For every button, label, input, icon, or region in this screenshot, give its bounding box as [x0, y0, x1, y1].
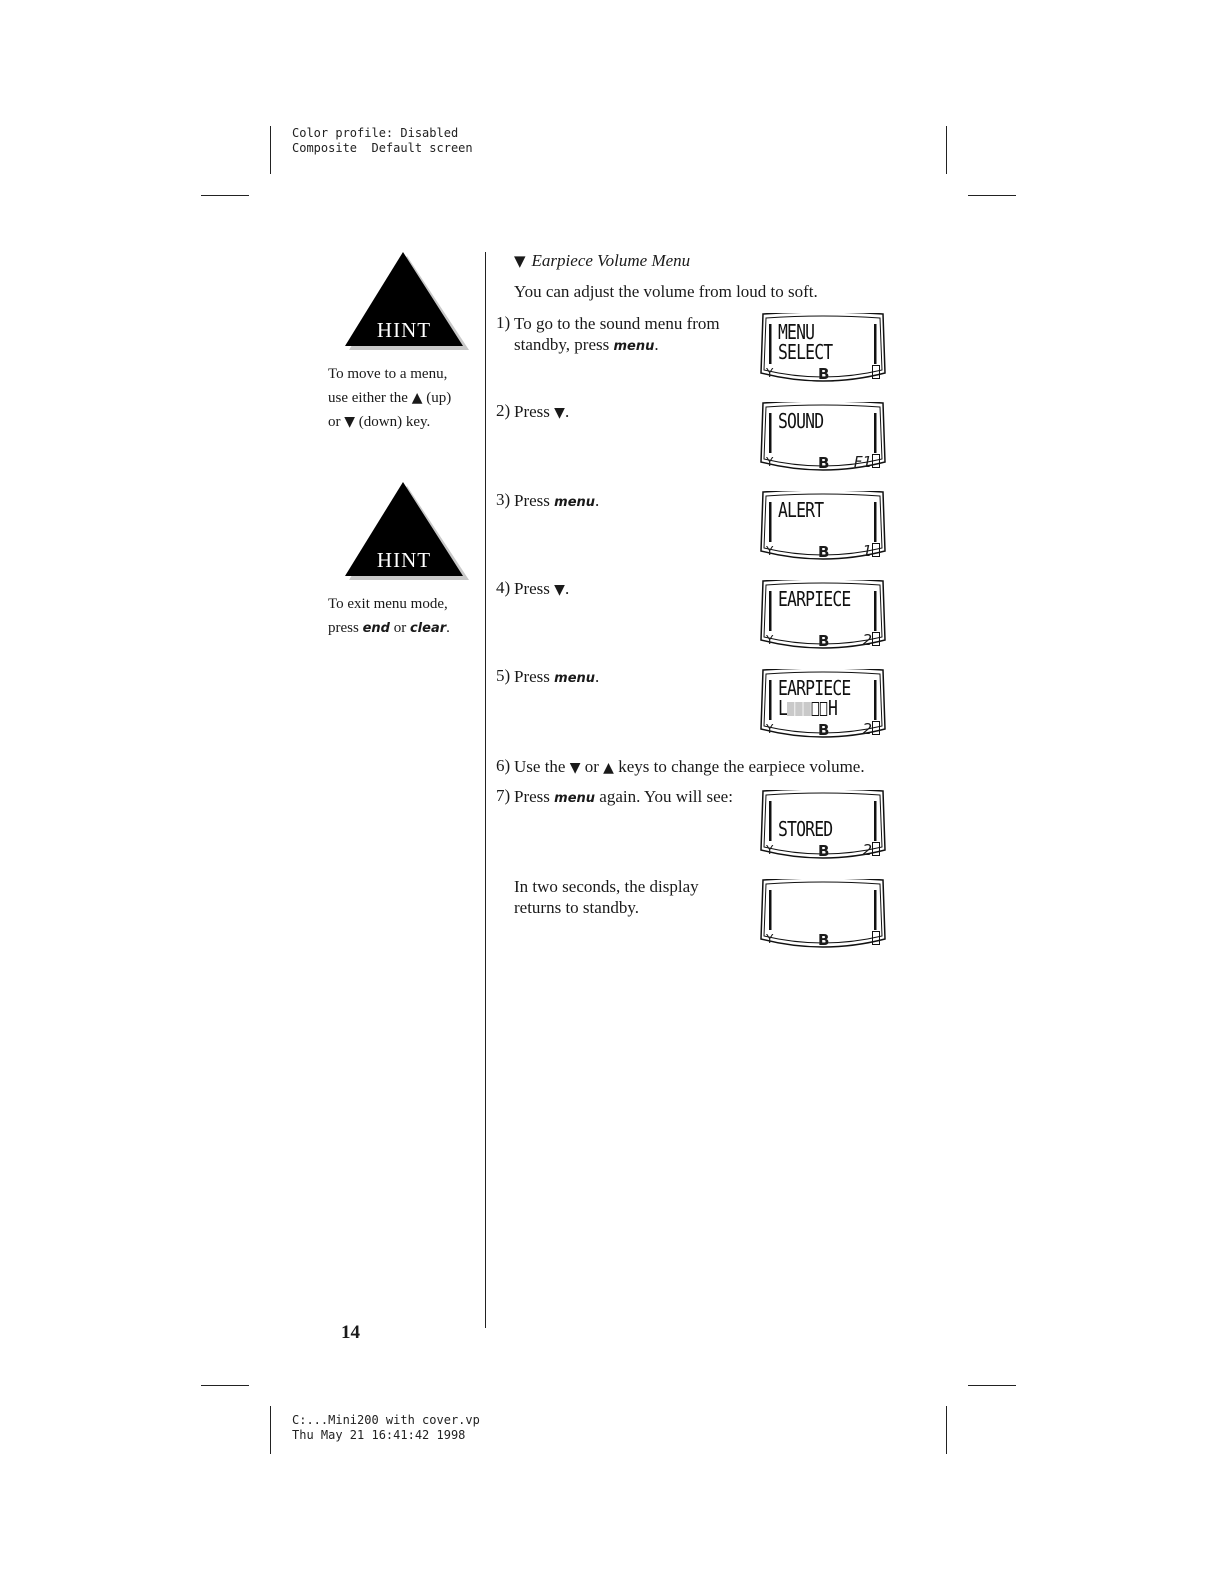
hint-line-text: To move to a menu, [328, 366, 448, 382]
print-header-line: Composite Default screen [292, 141, 473, 155]
lcd-line: STORED [778, 817, 833, 841]
section-heading-text: Earpiece Volume Menu [531, 251, 691, 270]
step-number: 5) [496, 666, 511, 685]
up-arrow-icon: ▲ [411, 390, 423, 406]
step-text-part: keys to change the earpiece volume. [613, 757, 865, 776]
crop-mark [270, 126, 271, 174]
menu-key-label: menu [613, 339, 655, 354]
volume-bar [778, 698, 837, 718]
lcd-line: EARPIECE [778, 676, 851, 700]
lcd-indicator: B [818, 365, 830, 383]
battery-icon [872, 365, 880, 379]
lcd-line: MENU [778, 320, 815, 344]
battery-icon [872, 721, 880, 735]
step-number: 2) [496, 401, 511, 420]
antenna-icon: Y [766, 722, 774, 736]
antenna-icon: Y [766, 366, 774, 380]
step-text [514, 786, 733, 809]
lcd-right-readout: 2 [862, 720, 872, 738]
step-text [514, 490, 599, 513]
closing-text-line: returns to standby. [514, 898, 639, 917]
hint-label: HINT [376, 318, 432, 342]
hint-badge [345, 252, 475, 352]
hint-line-text: To exit menu mode, [328, 596, 448, 612]
closing-text [514, 876, 699, 918]
battery-icon [872, 931, 880, 945]
step-text-part: Use the [514, 757, 570, 776]
down-arrow-icon: ▼ [554, 405, 565, 421]
step-number: 3) [496, 490, 511, 509]
lcd-display [760, 580, 886, 653]
menu-key-label: menu [554, 495, 596, 510]
crop-mark [201, 1385, 249, 1386]
down-arrow-icon: ▼ [514, 252, 526, 270]
step-text [514, 401, 569, 424]
volume-segment [812, 702, 819, 716]
lcd-display [760, 313, 886, 386]
lcd-right-readout: 2 [862, 631, 872, 649]
lcd-line: SELECT [778, 340, 833, 364]
lcd-indicator: B [818, 543, 830, 561]
print-header-line: Color profile: Disabled [292, 126, 459, 140]
lcd-display [760, 402, 886, 475]
hint-line-text: use either the [328, 390, 412, 406]
hint-line-text: . [446, 620, 450, 636]
step-text-part: Press [514, 491, 555, 510]
hint-line-text: or [328, 414, 345, 430]
crop-mark [946, 1406, 947, 1454]
battery-icon [872, 543, 880, 557]
volume-segment [820, 702, 827, 716]
hint-text [328, 362, 478, 434]
hint-line [328, 592, 478, 616]
hint-line [328, 362, 478, 386]
hint-line [328, 410, 478, 434]
down-arrow-icon: ▼ [344, 414, 356, 430]
end-key-label: end [362, 621, 390, 636]
lcd-indicator: B [818, 931, 830, 949]
crop-mark [946, 126, 947, 174]
lcd-line: EARPIECE [778, 587, 851, 611]
volume-high-label: H [828, 696, 838, 720]
step-text-part: . [564, 579, 570, 598]
antenna-icon: Y [766, 843, 774, 857]
battery-icon [872, 454, 880, 468]
volume-segment [803, 702, 810, 716]
lcd-display [760, 669, 886, 742]
lcd-indicator: B [818, 842, 830, 860]
step-text-part: Press [514, 402, 555, 421]
step-text-part: Press [514, 579, 555, 598]
crop-mark [270, 1406, 271, 1454]
print-footer-line: Thu May 21 16:41:42 1998 [292, 1428, 466, 1442]
hint-line-text: press [328, 620, 363, 636]
step-number: 7) [496, 786, 511, 805]
step-number: 6) [496, 756, 511, 775]
clear-key-label: clear [409, 621, 447, 636]
page-number: 14 [341, 1322, 360, 1343]
hint-label: HINT [376, 548, 432, 572]
hint-line-text: or [389, 620, 410, 636]
antenna-icon: Y [766, 932, 774, 946]
step-text-part: . [595, 491, 600, 510]
step-text [514, 756, 865, 779]
print-footer [292, 1413, 480, 1443]
lcd-right-readout: 2 [862, 841, 872, 859]
lcd-indicator: B [818, 454, 830, 472]
step-number: 4) [496, 578, 511, 597]
section-heading [514, 251, 690, 271]
step-text [514, 313, 720, 357]
print-footer-line: C:...Mini200 with cover.vp [292, 1413, 480, 1427]
section-intro: You can adjust the volume from loud to soft. [514, 282, 818, 301]
column-divider [485, 252, 486, 1328]
battery-icon [872, 842, 880, 856]
volume-segment [795, 702, 802, 716]
step-text [514, 666, 599, 689]
volume-low-label: L [778, 696, 788, 720]
step-text-part: . [595, 667, 600, 686]
hint-badge [345, 482, 475, 582]
step-text-part: again. You will see: [595, 787, 733, 806]
menu-key-label: menu [554, 791, 596, 806]
antenna-icon: Y [766, 633, 774, 647]
menu-key-label: menu [554, 671, 596, 686]
hint-text [328, 592, 478, 641]
step-text-part: . [654, 335, 659, 354]
crop-mark [968, 195, 1016, 196]
step-text-part: Press [514, 787, 555, 806]
step-text-part: . [564, 402, 570, 421]
crop-mark [968, 1385, 1016, 1386]
step-text-part: or [580, 757, 604, 776]
volume-segment [787, 702, 794, 716]
up-arrow-icon: ▲ [603, 760, 614, 776]
lcd-display [760, 879, 886, 952]
battery-icon [872, 632, 880, 646]
lcd-right-readout: 1 [862, 542, 872, 560]
down-arrow-icon: ▼ [569, 760, 581, 776]
lcd-line: ALERT [778, 498, 824, 522]
step-number: 1) [496, 313, 511, 332]
hint-line-text: (up) [422, 390, 452, 406]
closing-text-line: In two seconds, the display [514, 877, 699, 896]
crop-mark [201, 195, 249, 196]
step-text-part: Press [514, 667, 555, 686]
antenna-icon: Y [766, 544, 774, 558]
down-arrow-icon: ▼ [554, 582, 565, 598]
lcd-indicator: B [818, 721, 830, 739]
step-text-line: To go to the sound menu from [514, 314, 720, 333]
lcd-display [760, 790, 886, 863]
hint-line [328, 616, 478, 641]
hint-line-text: (down) key. [355, 414, 431, 430]
step-text-part: standby, press [514, 335, 614, 354]
lcd-line: SOUND [778, 409, 824, 433]
hint-line [328, 386, 478, 410]
lcd-indicator: B [818, 632, 830, 650]
volume-segments [787, 696, 828, 720]
print-header [292, 126, 473, 156]
step-text-line [514, 334, 720, 357]
step-text [514, 578, 569, 601]
antenna-icon: Y [766, 455, 774, 469]
lcd-right-readout: F1 [853, 453, 872, 471]
lcd-display [760, 491, 886, 564]
